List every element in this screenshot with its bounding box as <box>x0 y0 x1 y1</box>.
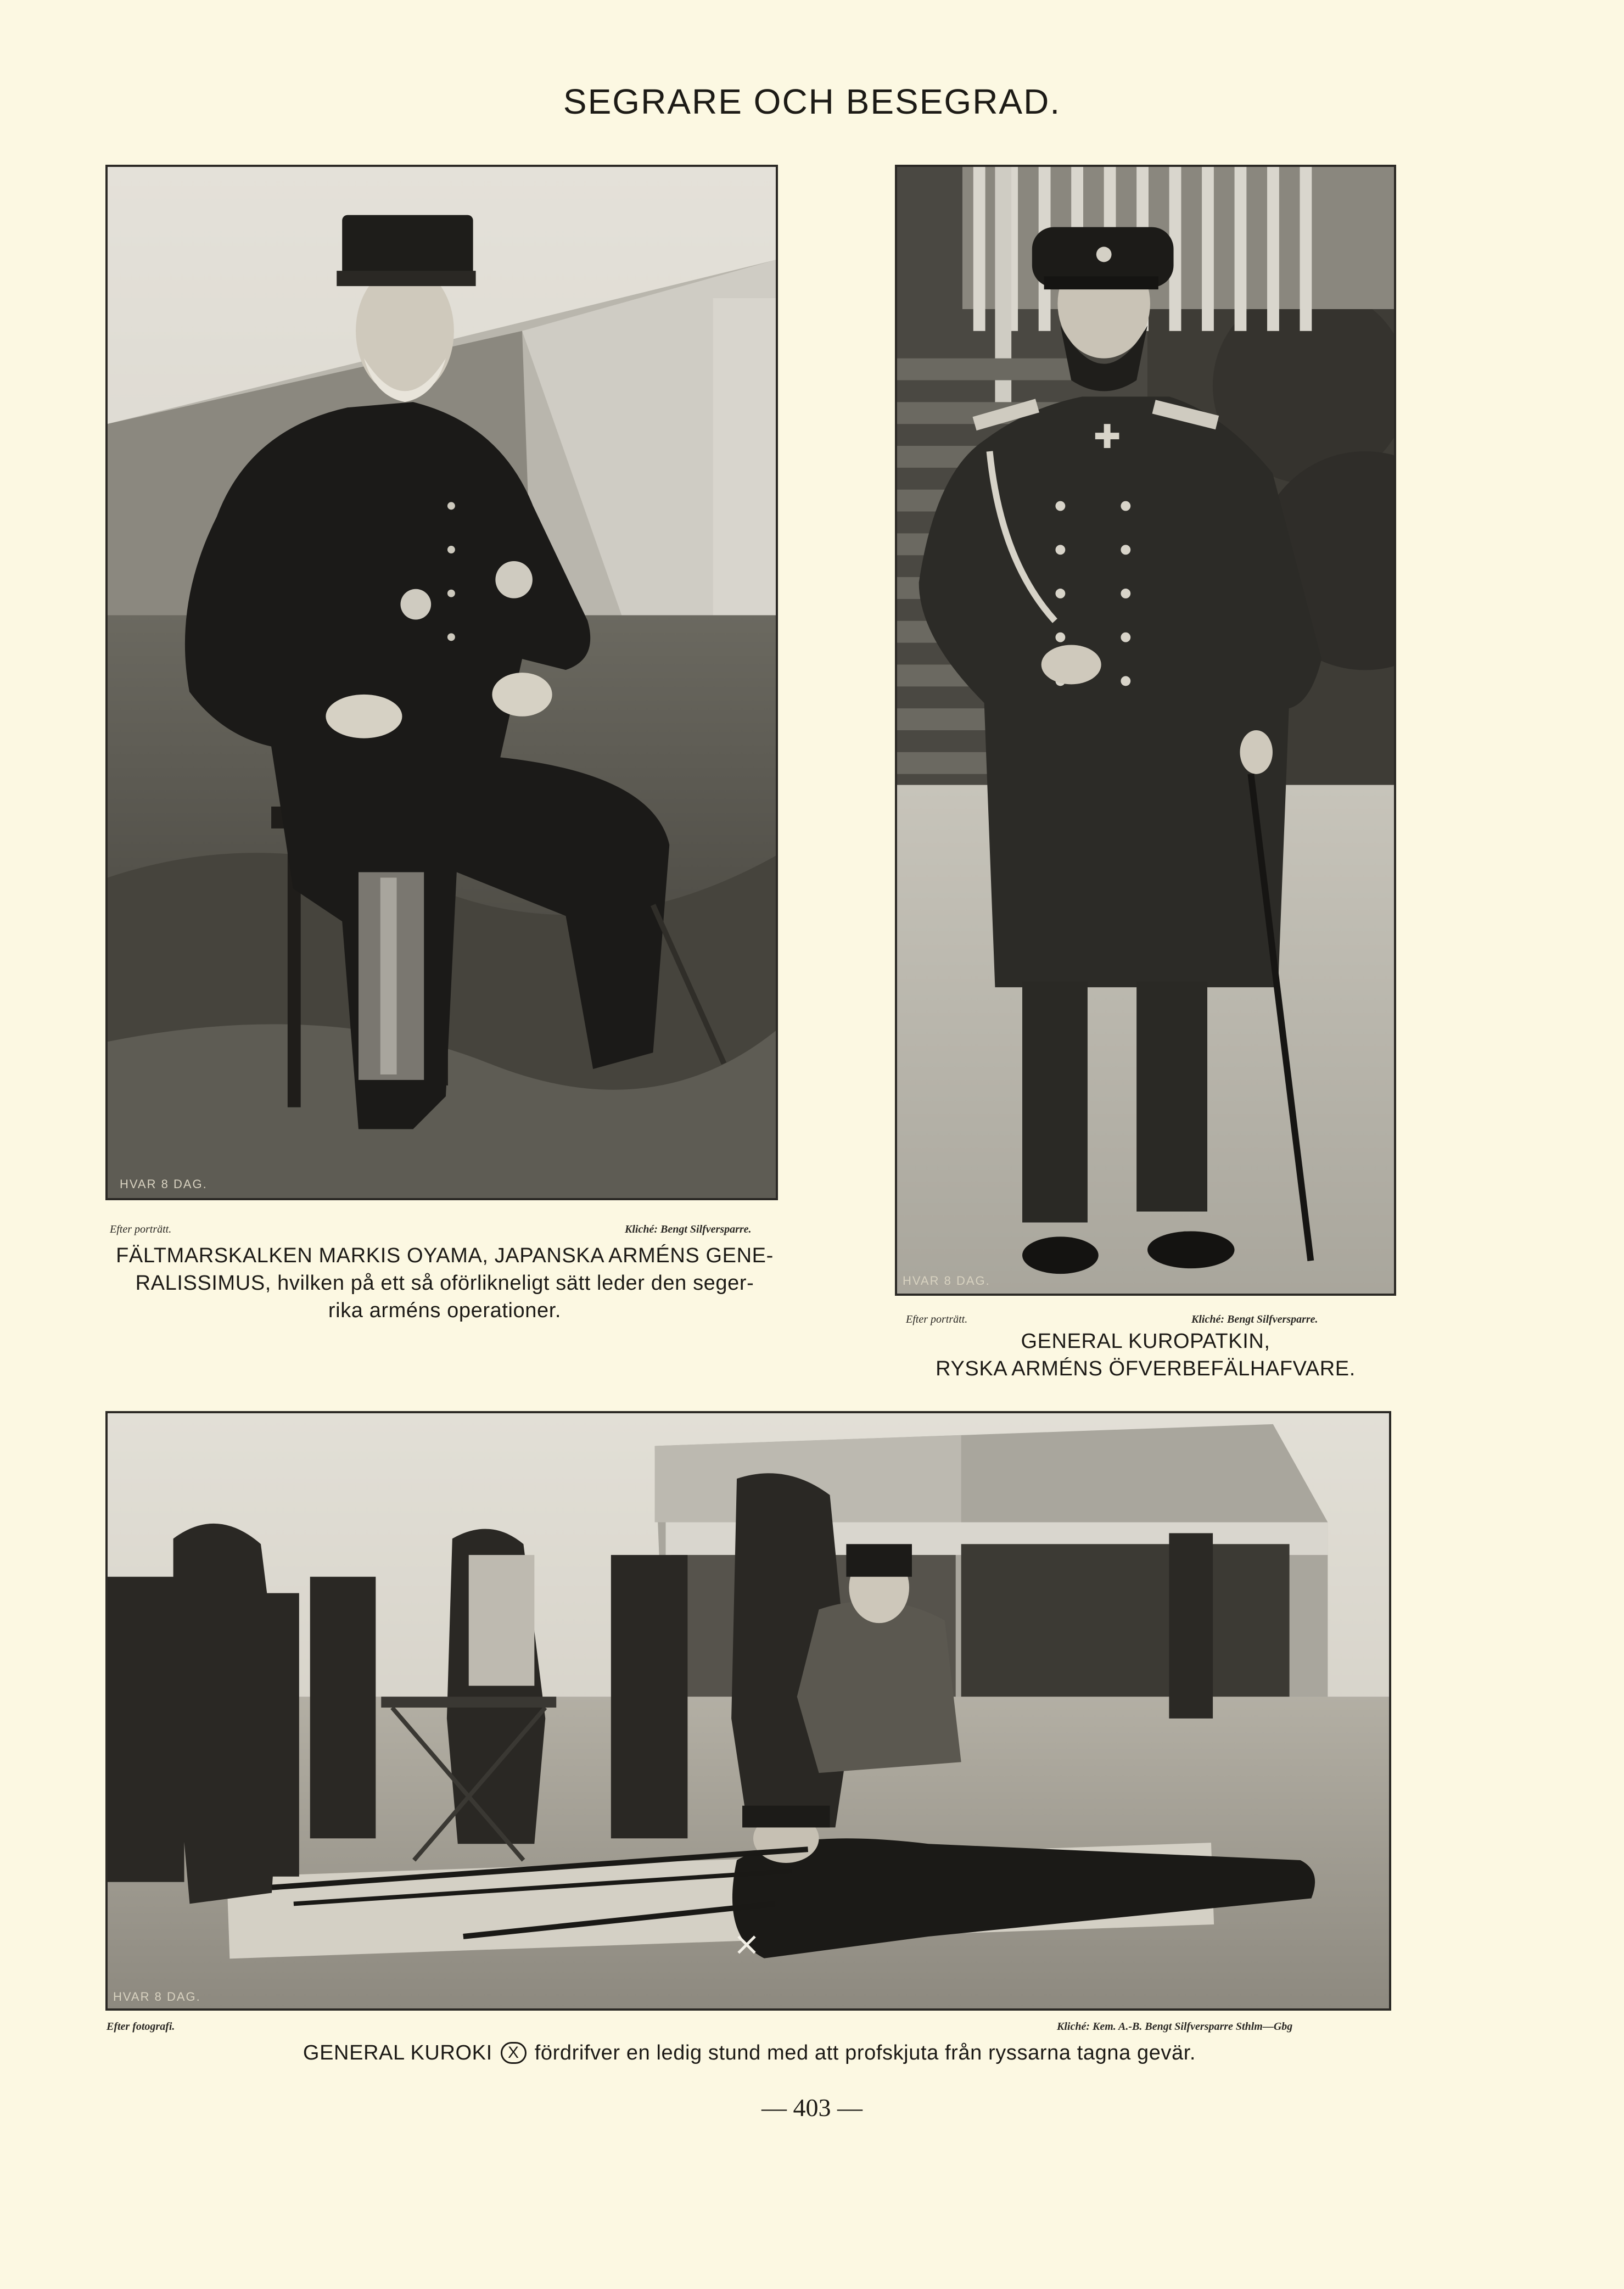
oyama-caption <box>82 1242 807 1324</box>
oyama-caption-line1: FÄLTMARSKALKEN MARKIS OYAMA, JAPANSKA ARMÉNS GENE- <box>116 1244 774 1267</box>
kuropatkin-credit-left: Efter porträtt. <box>906 1313 968 1325</box>
kuroki-credit-right: Kliché: Kem. A.-B. Bengt Silfversparre Sthlm—Gbg <box>1057 2021 1293 2033</box>
oyama-caption-line3: rika arméns operationer. <box>328 1299 562 1322</box>
kuroki-photo-watermark: HVAR 8 DAG. <box>113 1990 201 2003</box>
oyama-credit-left: Efter porträtt. <box>110 1223 172 1235</box>
kuropatkin-caption-line2: RYSKA ARMÉNS ÖFVERBEFÄLHAFVARE. <box>936 1357 1356 1380</box>
kuroki-caption-name: GENERAL KUROKI <box>303 2041 492 2064</box>
oyama-caption-line2: RALISSIMUS, hvilken på ett så oförlikneligt sätt leder den seger- <box>135 1272 754 1295</box>
kuroki-credit-left: Efter fotografi. <box>107 2021 175 2033</box>
kuropatkin-photo-image <box>897 167 1394 1294</box>
kuroki-caption-rest: fördrifver en ledig stund med att profskjuta från ryssarna tagna gevär. <box>534 2041 1196 2064</box>
kuropatkin-caption-line1: GENERAL KUROPATKIN, <box>1021 1330 1270 1353</box>
photo-kuropatkin <box>895 165 1396 1296</box>
photo-oyama <box>105 165 778 1200</box>
page-title: SEGRARE OCH BESEGRAD. <box>563 82 1061 121</box>
oyama-photo-image <box>108 167 776 1198</box>
page-number: — 403 — <box>761 2094 863 2122</box>
kuroki-x-mark: X <box>501 2042 527 2064</box>
photo-kuroki <box>105 1411 1391 2011</box>
kuroki-photo-image <box>108 1413 1389 2008</box>
kuroki-caption <box>82 2039 1416 2067</box>
kuropatkin-caption <box>895 1328 1396 1383</box>
kuropatkin-photo-watermark: HVAR 8 DAG. <box>903 1274 990 1288</box>
oyama-photo-watermark: HVAR 8 DAG. <box>120 1177 208 1191</box>
oyama-credit-right: Kliché: Bengt Silfversparre. <box>625 1223 752 1235</box>
kuropatkin-credit-right: Kliché: Bengt Silfversparre. <box>1191 1313 1318 1325</box>
